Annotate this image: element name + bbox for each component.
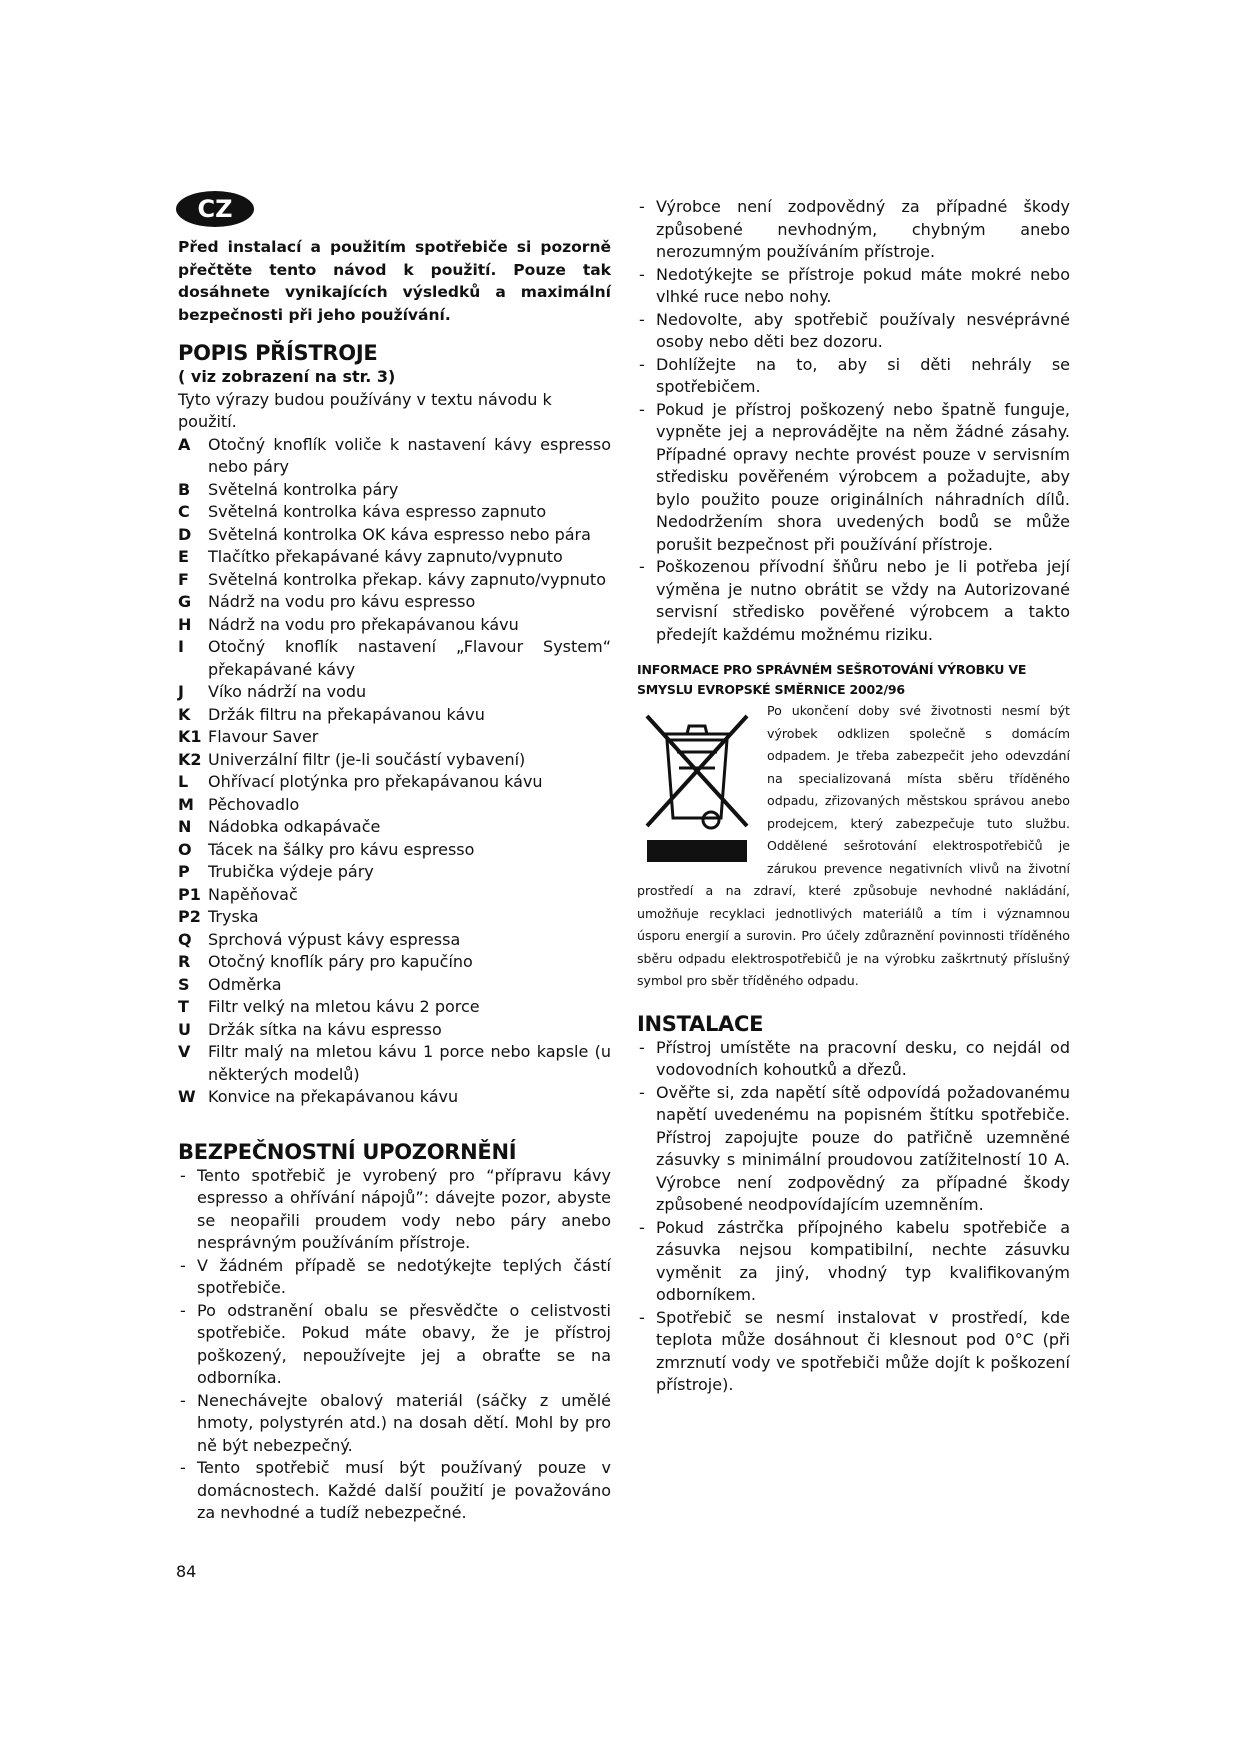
parts-list-item [178, 906, 611, 929]
part-label: Víko nádrží na vodu [208, 682, 367, 701]
part-key: G [178, 592, 192, 611]
right-column [637, 196, 1070, 1397]
part-key: K1 [178, 727, 202, 746]
part-key: P [178, 862, 190, 881]
part-label: Otočný knoflík voliče k nastavení kávy espresso nebo páry [208, 434, 611, 476]
parts-list-item [178, 704, 611, 727]
safety-item: - Dohlížejte na to, aby si děti nehrály se spotřebičem. [637, 354, 1070, 399]
parts-list-item [178, 681, 611, 704]
part-key: H [178, 614, 192, 634]
part-key: P1 [178, 884, 201, 904]
parts-list-item [178, 974, 611, 997]
part-label: Tryska [208, 907, 259, 926]
part-label: Světelná kontrolka káva espresso zapnuto [208, 502, 547, 521]
part-label: Napěňovač [208, 884, 298, 904]
part-label: Pěchovadlo [208, 794, 300, 814]
recycling-title: INFORMACE PRO SPRÁVNÉM SEŠROTOVÁNÍ VÝROBKU VE SMYSLU EVROPSKÉ SMĚRNICE 2002/96 [637, 662, 1027, 697]
safety-item: - Tento spotřebič je vyrobený pro “přípravu kávy espresso a ohřívání nápojů”: dávejte pozor, abyste se neopařili proudem vody nebo páry anebo nesprávným používáním přístroje. [178, 1165, 611, 1255]
part-key: U [178, 1019, 191, 1039]
part-label: Držák filtru na překapávanou kávu [208, 704, 485, 724]
part-key: R [178, 952, 191, 971]
parts-list-item [178, 524, 611, 547]
part-label: Flavour Saver [208, 727, 319, 746]
parts-list [178, 434, 611, 1109]
part-label: Světelná kontrolka překap. kávy zapnuto/vypnuto [208, 569, 606, 589]
part-label: Nádobka odkapávače [208, 817, 381, 836]
language-badge: CZ [176, 191, 254, 227]
part-key: T [178, 997, 189, 1016]
intro-text: Před instalací a použitím spotřebiče si pozorně přečtěte tento návod k použití. Pouze tak dosáhnete vynikajících výsledků a maximální bezpečnosti při jeho používání. [178, 238, 611, 324]
parts-list-item [178, 951, 611, 974]
part-label: Otočný knoflík páry pro kapučíno [208, 952, 473, 971]
installation-item: - Pokud zástrčka přípojného kabelu spotřebiče a zásuvka nejsou kompatibilní, nechte zásuvku vyměnit za jiný, vhodný typ kvalifikovaným odborníkem. [637, 1217, 1070, 1307]
parts-list-item [178, 1019, 611, 1042]
installation-item: - Ověřte si, zda napětí sítě odpovídá požadovanému napětí uvedenému na popisném štítku spotřebiče. Přístroj zapojujte pouze do patřičně uzemněné zásuvky s minimální proudovou zatížitelností 10 A. Výrobce není zodpovědný za případné škody způsobené neodpovídajícím uzemněním. [637, 1082, 1070, 1217]
weee-crossed-bin-icon [637, 702, 757, 868]
popis-title: POPIS PŘÍSTROJE [178, 341, 378, 365]
part-label: Tácek na šálky pro kávu espresso [208, 839, 475, 859]
part-key: K2 [178, 749, 202, 769]
part-key: K [178, 704, 191, 724]
installation-title: INSTALACE [637, 1011, 764, 1036]
part-key: P2 [178, 907, 201, 926]
safety-item: - Pokud je přístroj poškozený nebo špatně funguje, vypněte jej a neprovádějte na něm žádné zásahy. Případné opravy nechte provést pouze v servisním středisku pověřeném výrobcem a požadujte, aby bylo použito pouze originálních náhradních dílů. Nedodržením shora uvedených bodů se může porušit bezpečnost při používání přístroje. [637, 399, 1070, 557]
popis-subtitle: ( viz zobrazení na str. 3) [178, 367, 396, 386]
safety-item: - Nedovolte, aby spotřebič používaly nesvéprávné osoby nebo děti bez dozoru. [637, 309, 1070, 354]
safety-item: - Nenechávejte obalový materiál (sáčky z umělé hmoty, polystyrén atd.) na dosah dětí. Mohl by pro ně být nebezpečný. [178, 1390, 611, 1458]
parts-list-item [178, 501, 611, 524]
part-key: O [178, 839, 192, 859]
page-number: 84 [176, 1562, 197, 1581]
installation-list [637, 1037, 1070, 1397]
parts-list-item [178, 861, 611, 884]
part-key: E [178, 547, 189, 566]
parts-list-item [178, 816, 611, 839]
part-key: D [178, 524, 192, 544]
part-key: C [178, 502, 190, 521]
left-column [178, 196, 611, 1525]
part-key: A [178, 434, 191, 454]
installation-item: - Přístroj umístěte na pracovní desku, co nejdál od vodovodních kohoutků a dřezů. [637, 1037, 1070, 1082]
parts-list-item [178, 1086, 611, 1109]
parts-list-item [178, 569, 611, 592]
parts-list-item [178, 839, 611, 862]
part-label: Otočný knoflík nastavení „Flavour System“ překapávané kávy [208, 637, 611, 679]
parts-list-item [178, 884, 611, 907]
installation-item: - Spotřebič se nesmí instalovat v prostředí, kde teplota může dosáhnout či klesnout pod 0°C (při zmrznutí vody ve spotřebiči může dojít k poškození přístroje). [637, 1307, 1070, 1397]
part-label: Tlačítko překapávané kávy zapnuto/vypnuto [208, 547, 563, 566]
parts-list-item [178, 771, 611, 794]
part-key: J [178, 682, 184, 701]
part-label: Držák sítka na kávu espresso [208, 1019, 442, 1039]
parts-list-item [178, 1041, 611, 1086]
safety-list [178, 1165, 611, 1525]
safety-item: - Výrobce není zodpovědný za případné škody způsobené nevhodným, chybným anebo nerozumným používáním přístroje. [637, 196, 1070, 264]
part-label: Univerzální filtr (je-li součástí vybavení) [208, 749, 526, 769]
recycling-block [637, 700, 1070, 993]
safety-item: - V žádném případě se nedotýkejte teplých částí spotřebiče. [178, 1255, 611, 1300]
recycling-text: Po ukončení doby své životnosti nesmí být výrobek odklizen společně s domácím odpadem. Je třeba zabezpečit jeho odevzdání na specializovaná místa sběru tříděného odpadu, zřizovaných městskou správou anebo prodejcem, který zabezpečuje tuto službu. Oddělené sešrotování elektrospotřebičů je zárukou prevence negativních vlivů na životní prostředí a na zdraví, které způsobuje nevhodné nakládání, umožňuje recyklaci jednotlivých materiálů a tím i významnou úsporu energií a surovin. Pro účely zdůraznění povinnosti tříděného sběru odpadu elektrospotřebičů je na výrobku zaškrtnutý příslušný symbol pro sběr tříděného odpadu. [637, 703, 1070, 988]
part-key: B [178, 479, 191, 499]
part-key: I [178, 637, 184, 656]
part-label: Nádrž na vodu pro kávu espresso [208, 592, 476, 611]
part-key: L [178, 772, 189, 791]
part-key: F [178, 569, 189, 589]
parts-list-item [178, 591, 611, 614]
part-key: S [178, 974, 190, 994]
part-label: Ohřívací plotýnka pro překapávanou kávu [208, 772, 543, 791]
parts-list-item [178, 636, 611, 681]
part-key: V [178, 1042, 191, 1061]
safety-title: BEZPEČNOSTNÍ UPOZORNĚNÍ [178, 1139, 517, 1164]
parts-list-item [178, 726, 611, 749]
parts-list-item [178, 614, 611, 637]
safety-item: - Tento spotřebič musí být používaný pouze v domácnostech. Každé další použití je považováno za nevhodné a tudíž nebezpečné. [178, 1457, 611, 1525]
parts-list-item [178, 794, 611, 817]
safety-item: - Poškozenou přívodní šňůru nebo je li potřeba její výměna je nutno obrátit se vždy na Autorizované servisní středisko pověřené výrobcem a takto předejít každému možnému riziku. [637, 556, 1070, 646]
part-key: Q [178, 929, 192, 949]
safety-item: - Po odstranění obalu se přesvědčte o celistvosti spotřebiče. Pokud máte obavy, že je přístroj poškozený, nepoužívejte jej a obraťte se na odborníka. [178, 1300, 611, 1390]
part-key: W [178, 1087, 196, 1106]
part-key: M [178, 794, 194, 814]
part-label: Filtr velký na mletou kávu 2 porce [208, 997, 480, 1016]
parts-list-item [178, 749, 611, 772]
parts-list-item [178, 479, 611, 502]
part-label: Filtr malý na mletou kávu 1 porce nebo kapsle (u některých modelů) [208, 1042, 611, 1084]
part-label: Sprchová výpust kávy espressa [208, 929, 461, 949]
part-label: Nádrž na vodu pro překapávanou kávu [208, 614, 519, 634]
part-label: Odměrka [208, 974, 282, 994]
parts-list-item [178, 546, 611, 569]
popis-lead: Tyto výrazy budou používány v textu návodu k použití. [178, 389, 552, 431]
part-label: Světelná kontrolka páry [208, 479, 399, 499]
parts-list-item [178, 996, 611, 1019]
parts-list-item [178, 929, 611, 952]
safety-item: - Nedotýkejte se přístroje pokud máte mokré nebo vlhké ruce nebo nohy. [637, 264, 1070, 309]
part-label: Konvice na překapávanou kávu [208, 1087, 459, 1106]
part-key: N [178, 817, 192, 836]
part-label: Trubička výdeje páry [208, 862, 374, 881]
safety-list-continued [637, 196, 1070, 646]
parts-list-item [178, 434, 611, 479]
part-label: Světelná kontrolka OK káva espresso nebo pára [208, 524, 591, 544]
